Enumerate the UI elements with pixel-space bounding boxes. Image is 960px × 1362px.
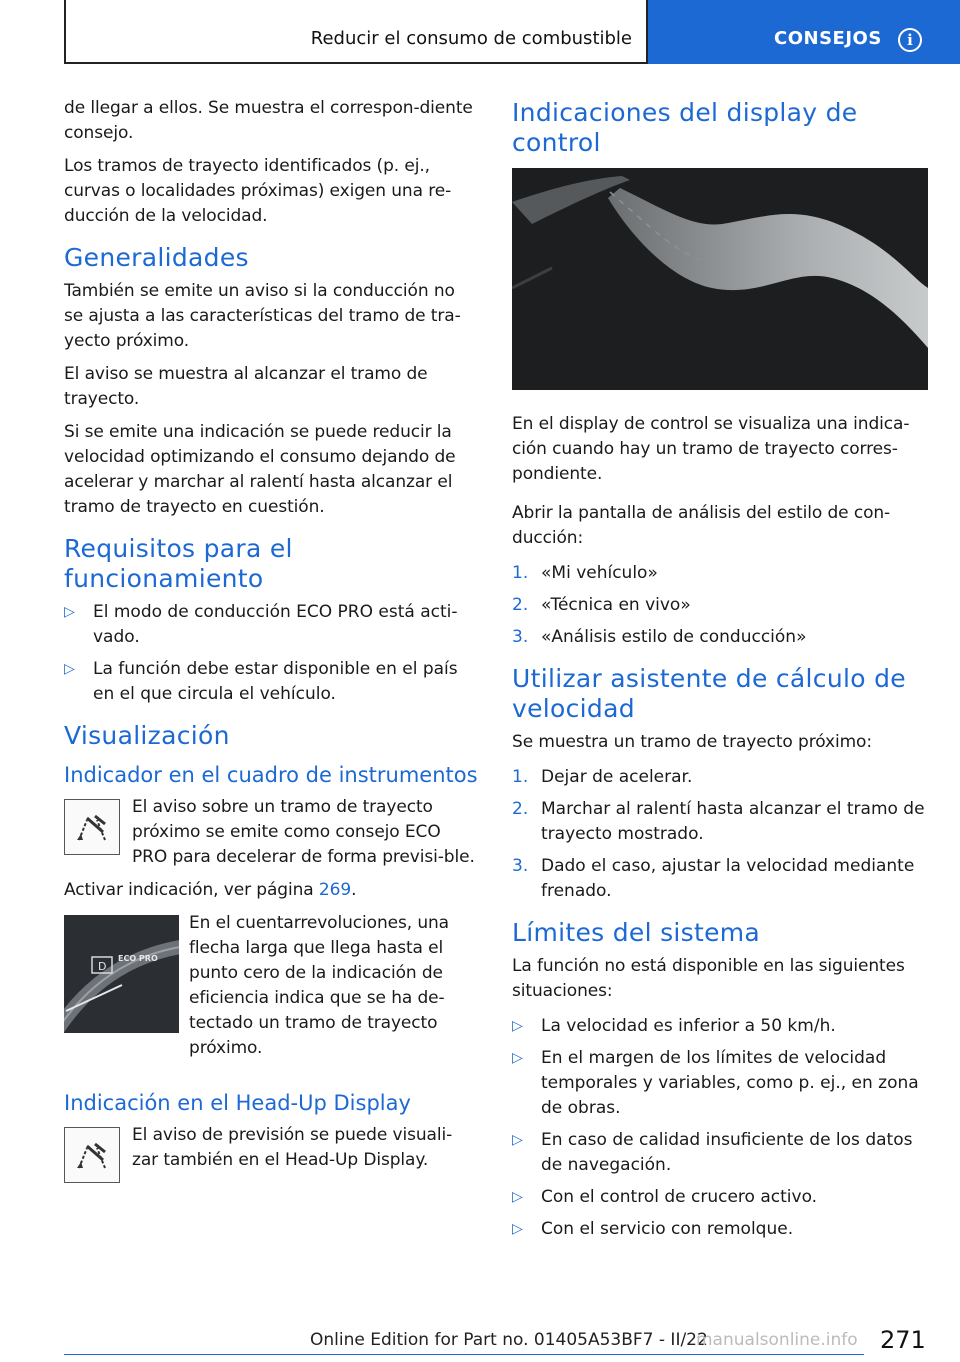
cluster-block [64,911,478,1069]
activate-indication-text: Activar indicación, ver página 269. [64,880,357,900]
heading-limites: Límites del sistema [512,918,761,947]
footer-divider [64,1354,864,1355]
heading-generalidades: Generalidades [64,243,249,272]
steps-list [512,765,928,904]
list-item: 1. Dejar de acelerar. [512,767,693,787]
triangle-bullet-icon: ▷ [512,1189,523,1205]
instrument-cluster-image [64,915,179,1033]
list-item: ▷ En el margen de los límites de velocidad temporales y variables, como p. ej., en zona de obras. [512,1048,919,1118]
triangle-bullet-icon: ▷ [64,604,75,620]
paragraph: Los tramos de trayecto identificados (p. ej., curvas o localidades próximas) exigen una re-ducción de la velocidad. [64,156,452,226]
section-title: Reducir el consumo de combustible [310,28,632,49]
gear-label: D [98,960,107,973]
list-item: ▷ La velocidad es inferior a 50 km/h. [512,1014,928,1039]
paragraph: También se emite un aviso si la conducción no se ajusta a las características del tramo de tra-yecto próximo. [64,281,461,351]
paragraph: Si se emite una indicación se puede reducir la velocidad optimizando el consumo dejando de acelerar y marchar al ralentí hasta alcanzar el tramo de trayecto en cuestión. [64,422,456,517]
heading-display-control: Indicaciones del display de control [512,98,858,157]
road-curve-image [512,168,928,390]
eco-pro-road-warning-icon [64,799,120,855]
tab-label: CONSEJOS [774,28,882,49]
triangle-bullet-icon: ▷ [512,1018,523,1034]
info-icon: i [898,28,922,52]
left-column [64,96,478,1185]
right-column [512,96,928,1250]
list-item: ▷ En caso de calidad insuficiente de los datos de navegación. [512,1130,913,1175]
list-item: 2. Marchar al ralentí hasta alcanzar el tramo de trayecto mostrado. [512,799,925,844]
list-item: 3. Dado el caso, ajustar la velocidad mediante frenado. [512,856,915,901]
consejos-tab[interactable] [648,0,960,64]
list-item: ▷ Con el servicio con remolque. [512,1217,928,1242]
edition-text: Online Edition for Part no. 01405A53BF7 - II/22 [310,1330,708,1350]
page-number: 271 [880,1326,926,1354]
paragraph: de llegar a ellos. Se muestra el correspon-diente consejo. [64,98,473,143]
hud-block [64,1123,478,1185]
triangle-bullet-icon: ▷ [64,661,75,677]
paragraph: El aviso sobre un tramo de trayecto próximo se emite como consejo ECO PRO para decelerar de forma previsi-ble. [132,797,475,867]
paragraph: La función no está disponible en las siguientes situaciones: [512,956,905,1001]
page-link[interactable]: 269 [318,880,352,900]
subheading-hud: Indicación en el Head-Up Display [64,1091,411,1115]
eco-notice-block [64,795,478,878]
eco-pro-label: ECO PRO [118,954,158,963]
list-item: ▷ Con el control de crucero activo. [512,1185,928,1210]
watermark: manualsonline.info [696,1330,858,1350]
heading-requisitos: Requisitos para el funcionamiento [64,534,293,593]
list-item: ▷ La función debe estar disponible en el país en el que circula el vehículo. [64,659,458,704]
heading-asistente: Utilizar asistente de cálculo de velocidad [512,664,906,723]
subheading-indicador: Indicador en el cuadro de instrumentos [64,763,478,787]
triangle-bullet-icon: ▷ [512,1050,523,1066]
header-bar [64,0,648,64]
paragraph: En el cuentarrevoluciones, una flecha larga que llega hasta el punto cero de la indicación de eficiencia indica que se ha de-tectado un tramo de trayecto próximo. [189,913,450,1058]
steps-list [512,561,928,650]
paragraph: Abrir la pantalla de análisis del estilo de con-ducción: [512,503,891,548]
triangle-bullet-icon: ▷ [512,1221,523,1237]
limits-list [512,1014,928,1242]
paragraph: Se muestra un tramo de trayecto próximo: [512,732,872,752]
paragraph: En el display de control se visualiza una indica-ción cuando hay un tramo de trayecto corres-pondiente. [512,414,910,484]
paragraph: El aviso se muestra al alcanzar el tramo de trayecto. [64,364,428,409]
requirements-list [64,600,478,707]
list-item: ▷ El modo de conducción ECO PRO está acti-vado. [64,602,458,647]
list-item: 3. «Análisis estilo de conducción» [512,627,807,647]
eco-pro-road-warning-icon [64,1127,120,1183]
heading-visualizacion: Visualización [64,721,230,750]
triangle-bullet-icon: ▷ [512,1132,523,1148]
list-item: 2. «Técnica en vivo» [512,595,691,615]
list-item: 1. «Mi vehículo» [512,563,658,583]
paragraph: El aviso de previsión se puede visuali-zar también en el Head-Up Display. [132,1125,453,1170]
